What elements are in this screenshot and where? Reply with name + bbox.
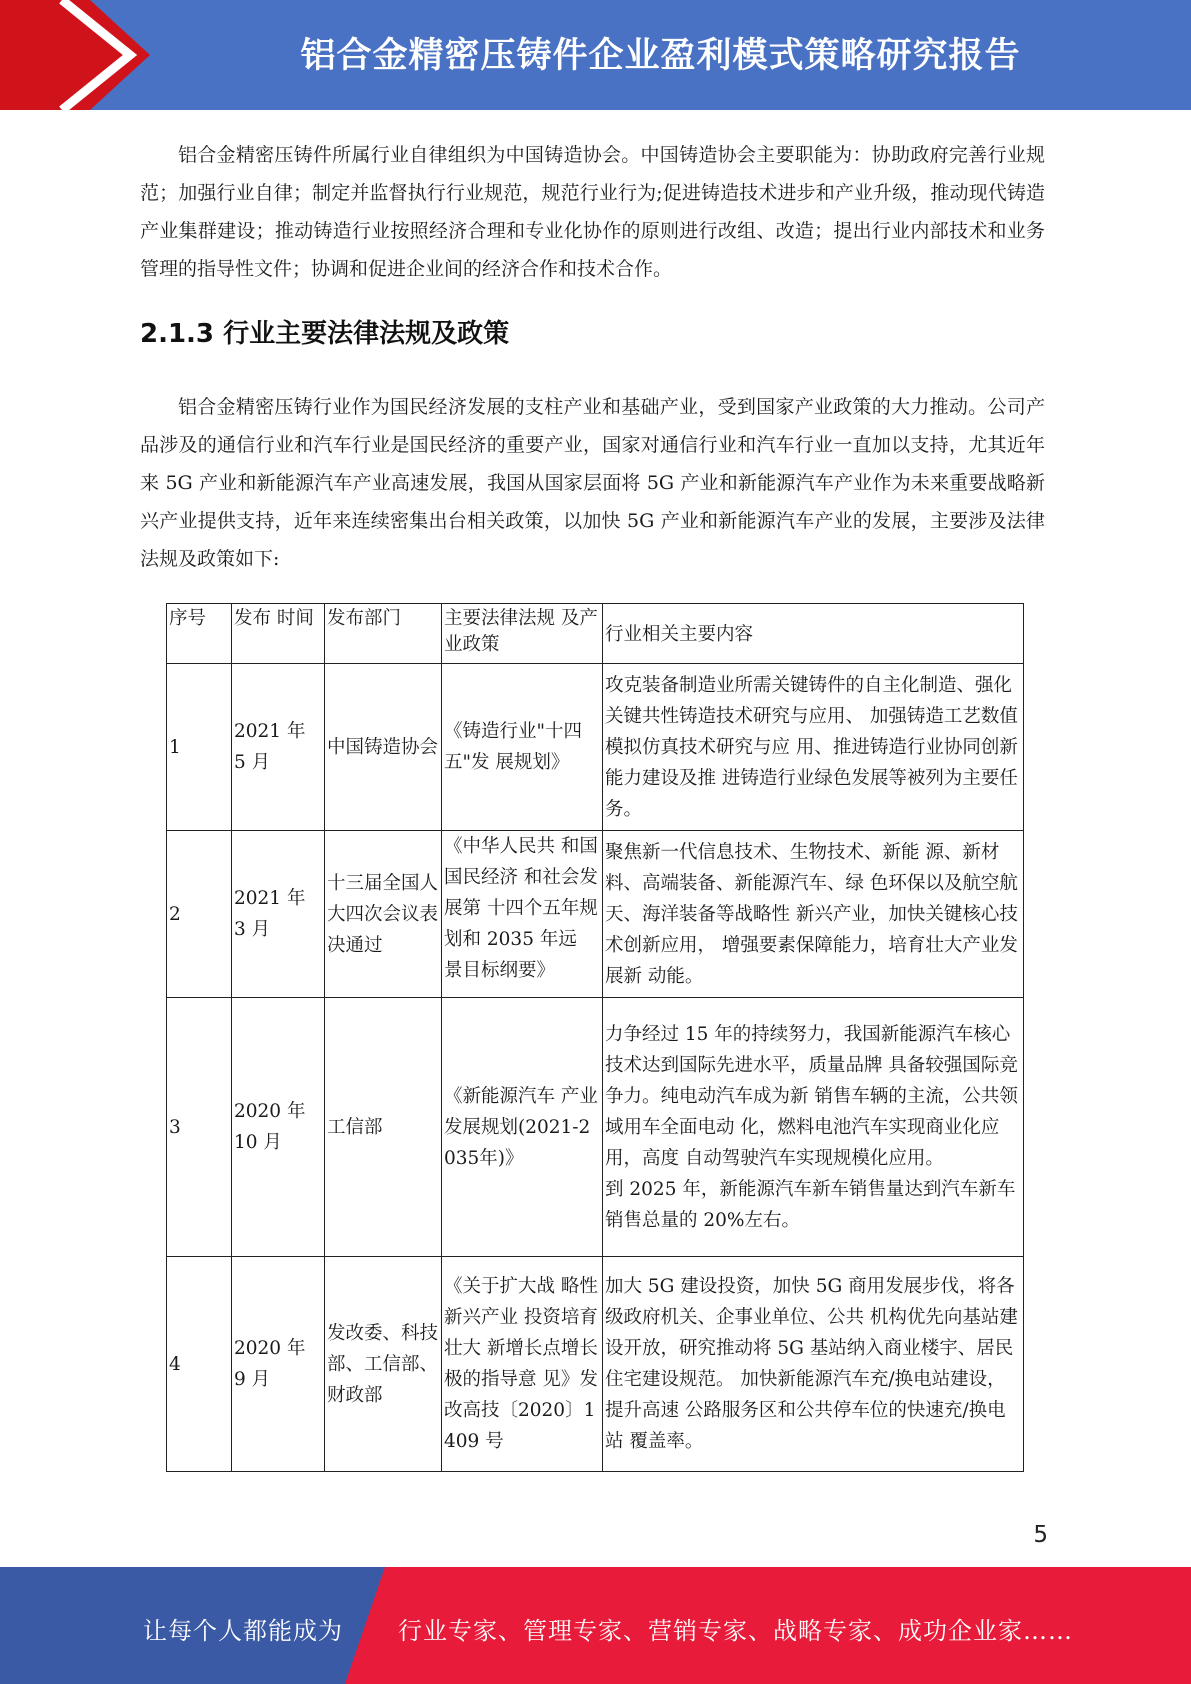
row-content-main: 力争经过 15 年的持续努力，我国新能源汽车核心技术达到国际先进水平，质量品牌 具备较强国际竞争力。纯电动汽车成为新 销售车辆的主流，公共领域用车全面电动 化，燃料电池汽车实现商业化应用，高度 自动驾驶汽车实现规模化应用。 — [605, 1023, 1018, 1169]
row-law: 《关于扩大战 略性新兴产业 投资培育壮大 新增长点增长 极的指导意 见》发改高技〔2020〕1409 号 — [442, 1257, 603, 1472]
row-law: 《新能源汽车 产业发展规划(2021-2035年)》 — [442, 998, 603, 1257]
row-dept: 中国铸造协会 — [325, 664, 442, 831]
row-index: 1 — [167, 664, 232, 831]
table-header-row — [167, 604, 1024, 664]
footer-slogan-right: 行业专家、管理专家、营销专家、战略专家、成功企业家…… — [398, 1617, 1073, 1645]
row-index: 2 — [167, 831, 232, 998]
table-row — [167, 664, 1024, 831]
row-index: 3 — [167, 998, 232, 1257]
header-index: 序号 — [167, 604, 232, 664]
page-number: 5 — [1033, 1522, 1048, 1548]
section-heading: 2.1.3 行业主要法律法规及政策 — [140, 319, 510, 349]
row-content: 加大 5G 建设投资，加快 5G 商用发展步伐，将各级政府机关、企事业单位、公共 机构优先向基站建设开放，研究推动将 5G 基站纳入商业楼宇、居民住宅建设规范。 加快新能源汽车充/换电站建设，提升高速 公路服务区和公共停车位的快速充/换电站 覆盖率。 — [603, 1257, 1024, 1472]
header-date: 发布 时间 — [232, 604, 325, 664]
row-index: 4 — [167, 1257, 232, 1472]
footer-slogan-left: 让每个人都能成为 — [143, 1617, 343, 1645]
header-law: 主要法律法规 及产业政策 — [442, 604, 603, 664]
header-band — [0, 0, 1191, 110]
header-content: 行业相关主要内容 — [603, 604, 1024, 664]
row-date: 2021 年 3 月 — [232, 831, 325, 998]
row-content: 聚焦新一代信息技术、生物技术、新能 源、新材料、高端装备、新能源汽车、绿 色环保以及航空航天、海洋装备等战略性 新兴产业，加快关键核心技术创新应用， 增强要素保障能力，培育壮大产业发展新 动能。 — [603, 831, 1024, 998]
row-date: 2021 年 5 月 — [232, 664, 325, 831]
row-content-target: 到 2025 年，新能源汽车新车销售量达到汽车新车销售总量的 20%左右。 — [605, 1178, 1016, 1231]
row-law-text: 《中华人民共 和国国民经济 和社会发展第 十四个五年规 划和 2035 年远 景目标纲要》 — [444, 836, 598, 981]
row-content — [603, 998, 1024, 1257]
policy-table — [166, 603, 1024, 1472]
table-row — [167, 831, 1024, 998]
row-dept: 发改委、科技部、工信部、财政部 — [325, 1257, 442, 1472]
intro-paragraph: 铝合金精密压铸件所属行业自律组织为中国铸造协会。中国铸造协会主要职能为：协助政府完善行业规范；加强行业自律；制定并监督执行行业规范，规范行业行为;促进铸造技术进步和产业升级，推动现代铸造产业集群建设；推动铸造行业按照经济合理和专业化协作的原则进行改组、改造；提出行业内部技术和业务管理的指导性文件；协调和促进企业间的经济合作和技术合作。 — [140, 144, 1045, 280]
row-date: 2020 年 10 月 — [232, 998, 325, 1257]
row-content: 攻克装备制造业所需关键铸件的自主化制造、强化关键共性铸造技术研究与应用、 加强铸造工艺数值模拟仿真技术研究与应 用、推进铸造行业协同创新能力建设及推 进铸造行业绿色发展等被列为主要任务。 — [603, 664, 1024, 831]
row-date: 2020 年 9 月 — [232, 1257, 325, 1472]
table-row — [167, 998, 1024, 1257]
report-title: 铝合金精密压铸件企业盈利模式策略研究报告 — [300, 36, 1021, 76]
row-dept: 工信部 — [325, 998, 442, 1257]
header-dept: 发布部门 — [325, 604, 442, 664]
row-law: 《铸造行业"十四五"发 展规划》 — [442, 664, 603, 831]
row-dept: 十三届全国人大四次会议表决通过 — [325, 831, 442, 998]
row-law — [442, 831, 603, 998]
table-row — [167, 1257, 1024, 1472]
section-paragraph: 铝合金精密压铸行业作为国民经济发展的支柱产业和基础产业，受到国家产业政策的大力推动。公司产品涉及的通信行业和汽车行业是国民经济的重要产业，国家对通信行业和汽车行业一直加以支持，尤其近年来 5G 产业和新能源汽车产业高速发展，我国从国家层面将 5G 产业和新能源汽车产业作为未来重要战略新兴产业提供支持，近年来连续密集出台相关政策，以加快 5G 产业和新能源汽车产业的发展，主要涉及法律法规及政策如下: — [140, 396, 1045, 570]
